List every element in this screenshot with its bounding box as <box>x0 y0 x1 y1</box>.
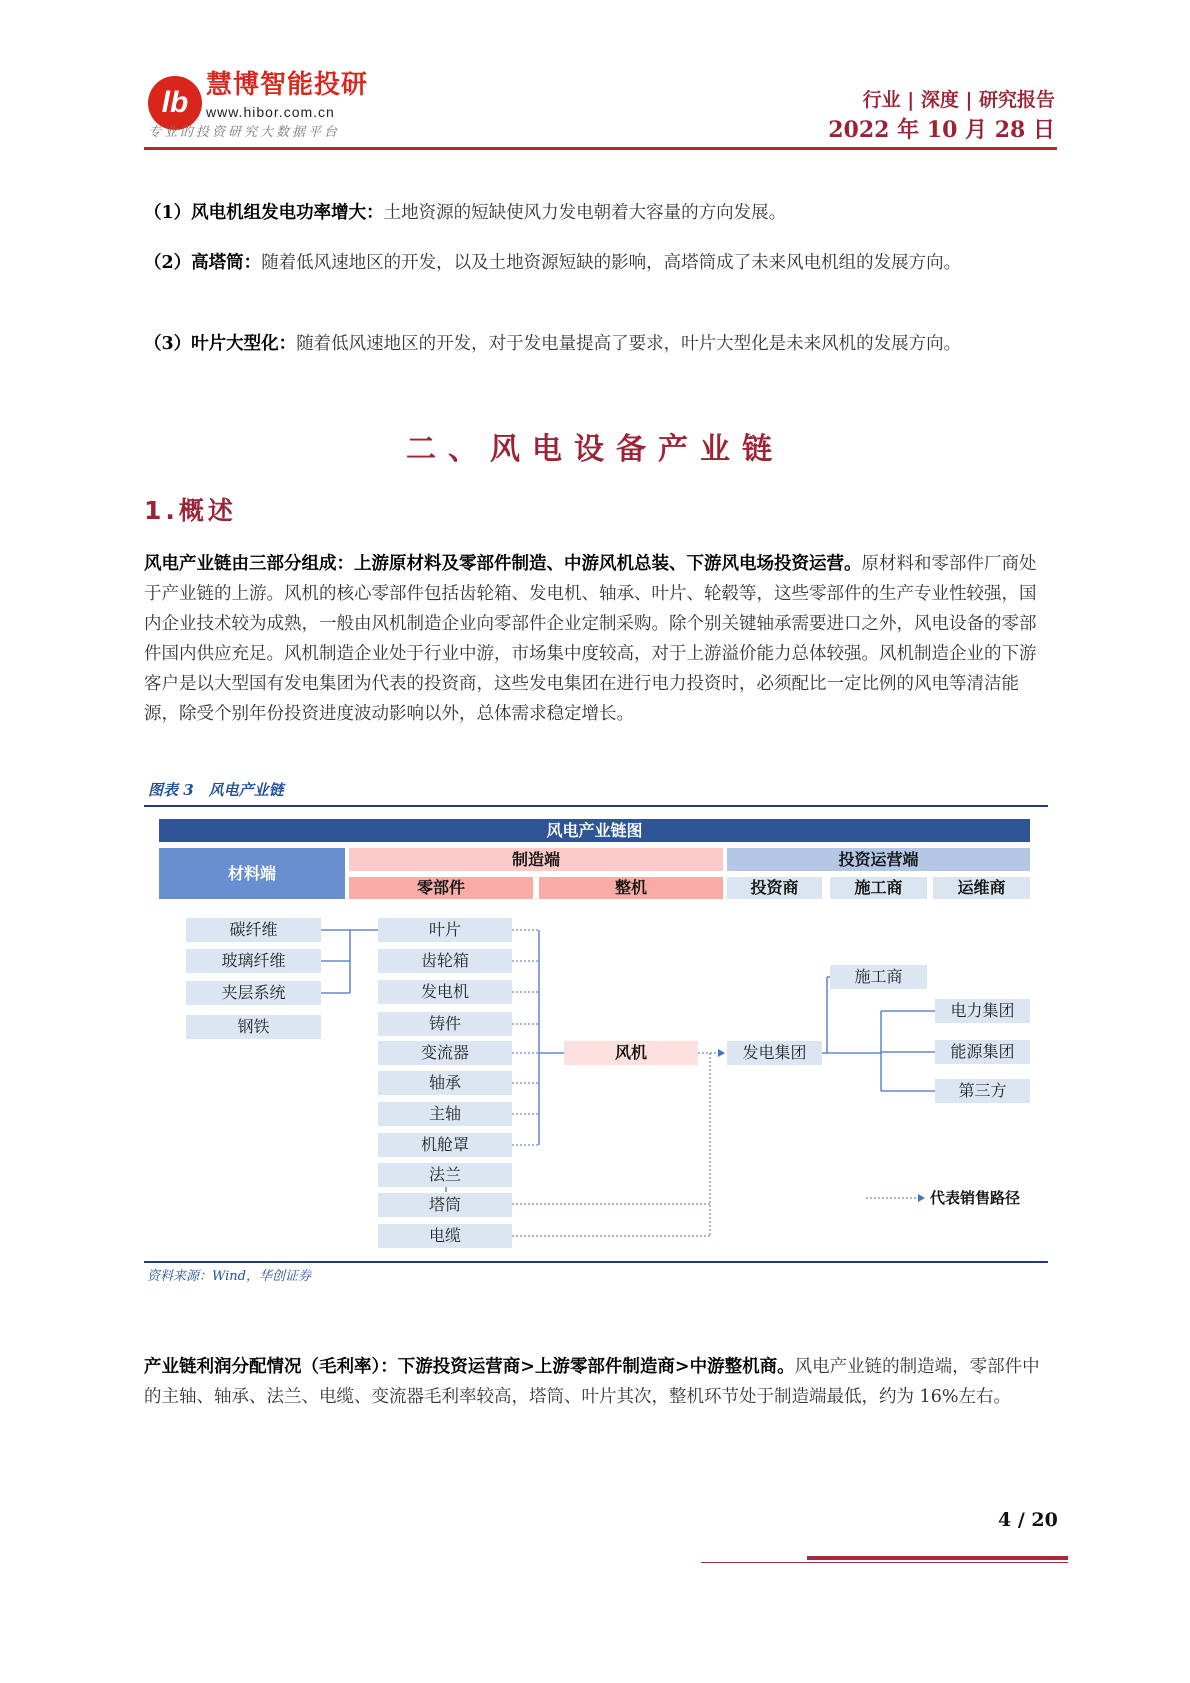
figure-bottom-rule <box>144 1261 1048 1263</box>
material-box: 碳纤维 <box>186 918 321 942</box>
figure-caption: 图表 3 风电产业链 <box>148 781 284 799</box>
part-box: 发电机 <box>378 980 512 1004</box>
operator-header: 运维商 <box>933 877 1030 899</box>
subsection-title: 1.概述 <box>144 496 237 525</box>
customer-box: 能源集团 <box>935 1040 1030 1064</box>
constructor-box: 施工商 <box>830 965 927 989</box>
turbine-header: 整机 <box>539 877 723 899</box>
legend-label: 代表销售路径 <box>930 1189 1021 1207</box>
parts-header: 零部件 <box>349 877 533 899</box>
customer-box: 第三方 <box>935 1079 1030 1103</box>
part-box: 叶片 <box>378 918 512 942</box>
part-box: 轴承 <box>378 1071 512 1095</box>
profit-paragraph: 产业链利润分配情况（毛利率）：下游投资运营商>上游零部件制造商>中游整机商。风电产业链的制造端，零部件中的主轴、轴承、法兰、电缆、变流器毛利率较高，塔筒、叶片其次，整机环节处于制造端最低，约为 16%左右。 <box>144 1357 1040 1407</box>
part-box: 齿轮箱 <box>378 949 512 973</box>
logo-mark: lb <box>148 76 202 130</box>
logo-slogan: 专业的投资研究大数据平台 <box>148 125 341 140</box>
part-box: 变流器 <box>378 1041 512 1065</box>
part-box: 法兰 <box>378 1163 512 1187</box>
point-2: （2）高塔筒：随着低风速地区的开发，以及土地资源短缺的影响，高塔筒成了未来风电机组的发展方向。 <box>144 253 962 273</box>
page-number: 4 / 20 <box>998 1509 1058 1531</box>
investment-header: 投资运营端 <box>727 848 1030 871</box>
investor-header: 投资商 <box>727 877 822 899</box>
diagram-title: 风电产业链图 <box>159 819 1030 842</box>
material-box: 玻璃纤维 <box>186 949 321 973</box>
manufacturing-header: 制造端 <box>349 848 723 871</box>
figure-source: 资料来源：Wind，华创证券 <box>147 1269 311 1284</box>
part-box: 电缆 <box>378 1224 512 1248</box>
material-box: 夹层系统 <box>186 981 321 1005</box>
logo-url[interactable]: www.hibor.com.cn <box>206 104 335 120</box>
overview-paragraph: 风电产业链由三部分组成：上游原材料及零部件制造、中游风机总装、下游风电场投资运营。原材料和零部件厂商处于产业链的上游。风机的核心零部件包括齿轮箱、发电机、轴承、叶片、轮毂等，这些零部件的生产专业性较强，国内企业技术较为成熟，一般由风机制造企业向零部件企业定制采购。除个别关键轴承需要进口之外，风电设备的零部件国内供应充足。风机制造企业处于行业中游，市场集中度较高，对于上游溢价能力总体较强。风机制造企业的下游客户是以大型国有发电集团为代表的投资商，这些发电集团在进行电力投资时，必须配比一定比例的风电等清洁能源，除受个别年份投资进度波动影响以外，总体需求稳定增长。 <box>144 554 1037 724</box>
constructor-header: 施工商 <box>830 877 927 899</box>
part-box: 铸件 <box>378 1012 512 1036</box>
section-title: 二、风电设备产业链 <box>406 432 784 467</box>
logo-name: 慧博智能投研 <box>206 70 369 100</box>
turbine-box: 风机 <box>564 1041 698 1065</box>
part-box: 机舱罩 <box>378 1133 512 1157</box>
point-1: （1）风电机组发电功率增大：土地资源的短缺使风力发电朝着大容量的方向发展。 <box>144 203 787 223</box>
footer-thick-rule <box>807 1556 1068 1560</box>
point-3: （3）叶片大型化：随着低风速地区的开发，对于发电量提高了要求，叶片大型化是未来风机的发展方向。 <box>144 334 962 354</box>
report-type: 行业 | 深度 | 研究报告 <box>862 89 1055 111</box>
customer-box: 电力集团 <box>935 999 1030 1023</box>
material-box: 钢铁 <box>186 1015 321 1039</box>
part-box: 塔筒 <box>378 1193 512 1217</box>
footer-thin-rule <box>701 1562 1068 1563</box>
report-date: 2022 年 10 月 28 日 <box>828 117 1055 143</box>
power-group-box: 发电集团 <box>727 1041 822 1065</box>
materials-header: 材料端 <box>159 848 345 899</box>
part-box: 主轴 <box>378 1102 512 1126</box>
